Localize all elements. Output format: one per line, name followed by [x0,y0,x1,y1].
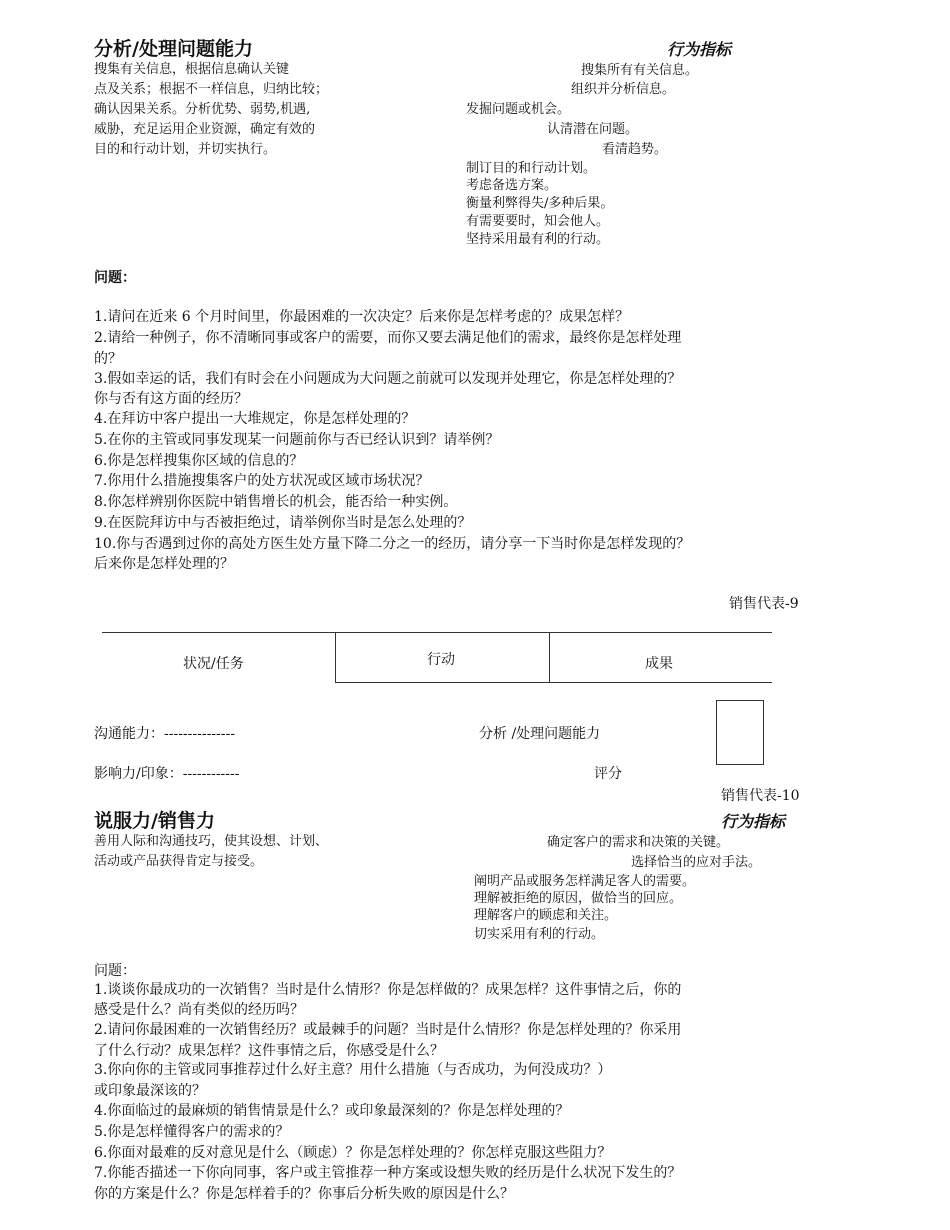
indicator-item: 切实采用有利的行动。 [474,927,605,942]
score-box[interactable] [716,700,764,765]
question-line: 8.你怎样辨别你医院中销售增长的机会，能否给一种实例。 [94,494,458,510]
analysis-rating-label: 分析 /处理问题能力 [479,726,601,742]
question-line: 4.你面临过的最麻烦的销售情景是什么？或印象最深刻的？你是怎样处理的？ [94,1103,570,1119]
communication-rating: 沟通能力：--------------- [94,726,235,742]
indicator-item: 理解客户的顾虑和关注。 [474,908,618,923]
question-line: 后来你是怎样处理的？ [94,556,234,572]
question-line: 的？ [94,351,122,367]
question-line: 6.你是怎样搜集你区域的信息的？ [94,453,304,469]
indicator-item: 有需要要时，知会他人。 [466,214,610,229]
indicator-item: 认清潜在问题。 [547,122,639,137]
question-line: 6.你面对最难的反对意见是什么（顾虑）？你是怎样处理的？你怎样克服这些阻力？ [94,1145,612,1161]
question-line: 1.请问在近来 6 个月时间里，你最困难的一次决定？后来你是怎样考虑的？成果怎样？ [94,309,630,325]
section2-indicator-title: 行为指标 [721,812,786,831]
table-header-action: 行动 [427,652,455,668]
question-line: 2.请给一种例子，你不清晰同事或客户的需要，而你又要去满足他们的需求，最终你是怎样处理 [94,330,682,346]
question-line: 你与否有这方面的经历？ [94,391,248,407]
question-line: 4.在拜访中客户提出一大堆规定，你是怎样处理的？ [94,411,416,427]
indicator-item: 组织并分析信息。 [571,82,676,97]
table-header-situation: 状况/任务 [183,656,244,672]
section1-title: 分析/处理问题能力 [94,38,253,60]
indicator-item: 阐明产品或服务怎样满足客人的需要。 [474,874,696,889]
question-line: 2.请问你最困难的一次销售经历？或最棘手的问题？当时是什么情形？你是怎样处理的？你采用 [94,1022,682,1038]
page-label: 销售代表-10 [721,788,800,804]
question-line: 1.谈谈你最成功的一次销售？当时是什么情形？你是怎样做的？成果怎样？这件事情之后，你的 [94,982,682,998]
section2-title: 说服力/销售力 [94,810,215,832]
influence-rating: 影响力/印象：------------ [94,766,240,782]
indicator-item: 看清趋势。 [602,142,668,157]
question-line: 7.你能否描述一下你向同事，客户或主管推荐一种方案或设想失败的经历是什么状况下发生的？ [94,1165,682,1181]
indicator-item: 确定客户的需求和决策的关键。 [547,835,730,850]
question-line: 了什么行动？成果怎样？这件事情之后，你感受是什么？ [94,1043,444,1059]
indicator-item: 考虑备选方案。 [466,178,558,193]
section1-indicator-title: 行为指标 [667,40,732,59]
desc-line: 威胁，充足运用企业资源，确定有效的 [94,122,316,137]
page-label: 销售代表-9 [729,596,799,612]
desc-line: 点及关系；根据不一样信息，归纳比较； [94,82,329,97]
question-line: 感受是什么？尚有类似的经历吗？ [94,1002,304,1018]
indicator-item: 衡量利弊得失/多种后果。 [466,196,614,211]
desc-line: 确认因果关系。分析优势、弱势,机遇, [94,102,311,117]
indicator-item: 选择恰当的应对手法。 [631,855,762,870]
question-line: 或印象最深该的？ [94,1083,206,1099]
desc-line: 活动或产品获得肯定与接受。 [94,854,264,869]
question-line: 7.你用什么措施搜集客户的处方状况或区域市场状况？ [94,473,430,489]
indicator-item: 发掘问题或机会。 [466,102,571,117]
question-line: 5.你是怎样懂得客户的需求的？ [94,1124,290,1140]
section1-questions-label: 问题： [94,270,136,286]
question-line: 9.在医院拜访中与否被拒绝过，请举例你当时是怎么处理的？ [94,515,472,531]
section2-questions-label: 问题： [94,963,136,979]
desc-line: 目的和行动计划，并切实执行。 [94,142,277,157]
question-line: 3.假如幸运的话，我们有时会在小问题成为大问题之前就可以发现并处理它，你是怎样处理的？ [94,371,682,387]
desc-line: 搜集有关信息，根据信息确认关键 [94,62,290,77]
question-line: 你的方案是什么？你是怎样着手的？你事后分析失败的原因是什么？ [94,1186,514,1202]
indicator-item: 理解被拒绝的原因，做恰当的回应。 [474,891,683,906]
table-header-result: 成果 [645,656,673,672]
desc-line: 善用人际和沟通技巧，使其设想、计划、 [94,834,329,849]
question-line: 10.你与否遇到过你的高处方医生处方量下降二分之一的经历，请分享一下当时你是怎样发现的？ [94,536,691,552]
indicator-item: 坚持采用最有利的行动。 [466,232,610,247]
score-label: 评分 [594,766,622,782]
indicator-item: 制订目的和行动计划。 [466,161,597,176]
question-line: 5.在你的主管或同事发现某一问题前你与否已经认识到？请举例？ [94,432,500,448]
question-line: 3.你向你的主管或同事推荐过什么好主意？用什么措施（与否成功，为何没成功？） [94,1062,612,1078]
indicator-item: 搜集所有有关信息。 [581,63,699,78]
